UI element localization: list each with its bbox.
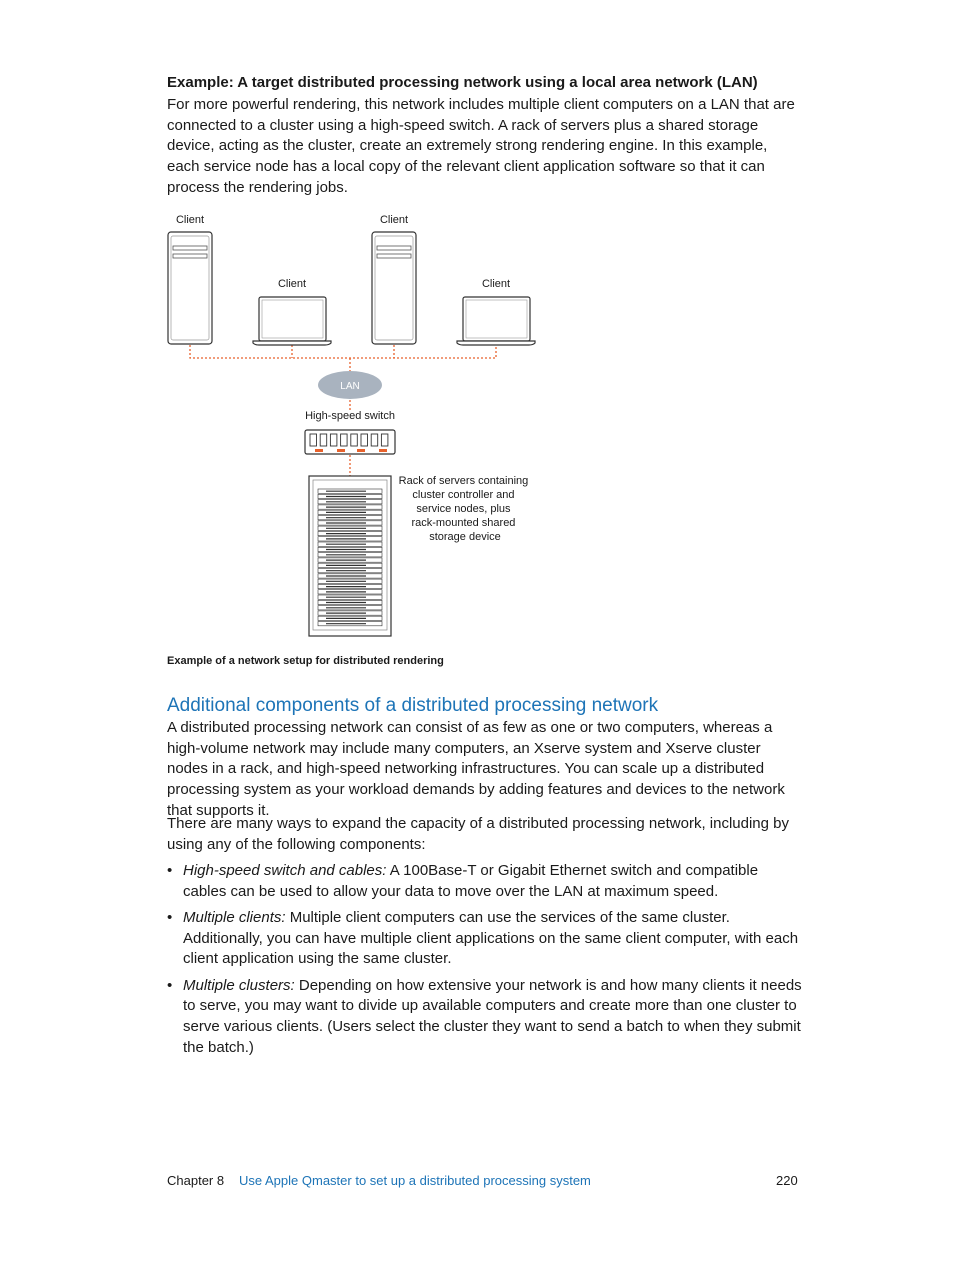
lan-label: LAN <box>340 381 360 392</box>
client-label-1: Client <box>175 214 205 226</box>
client-label-3: Client <box>379 214 409 226</box>
example-heading: Example: A target distributed processing network using a local area network (LAN) <box>167 74 758 91</box>
high-speed-switch <box>305 430 395 454</box>
network-diagram <box>160 205 550 675</box>
figure-caption: Example of a network setup for distributed rendering <box>167 655 444 667</box>
paragraph-2: There are many ways to expand the capacity of a distributed processing network, including by using any of the following components: <box>167 815 790 853</box>
list-item-text: Multiple client computers can use the services of the same cluster. Additionally, you can have multiple client applications on the same client computer, with each client application using the same cluster. <box>183 908 799 968</box>
client-laptop-1 <box>253 297 331 345</box>
component-list <box>167 861 803 1064</box>
section-title: Additional components of a distributed processing network <box>167 695 659 716</box>
list-item <box>167 908 803 970</box>
client-label-4: Client <box>481 278 511 290</box>
client-tower-2 <box>372 232 416 344</box>
client-laptop-2 <box>457 297 535 345</box>
footer-chapter: Chapter 8 <box>167 1173 225 1188</box>
footer-page-number: 220 <box>776 1173 798 1188</box>
server-rack <box>309 476 391 636</box>
intro-paragraph: For more powerful rendering, this network includes multiple client computers on a LAN that are connected to a cluster using a high-speed switch. A rack of servers plus a shared storage device, acting as the cluster, create an extremely strong rendering engine. In this example, each service node has a local copy of the relevant client application software so that it can process the rendering jobs. <box>167 96 795 196</box>
client-label-2: Client <box>277 278 307 290</box>
paragraph-1: A distributed processing network can consist of as few as one or two computers, whereas a high-volume network may include many computers, an Xserve system and Xserve cluster nodes in a rack, and high-speed networking infrastructures. You can scale up a distributed processing system as your workload demands by adding features and devices to the network that supports it. <box>167 719 785 819</box>
list-item-text: A 100Base-T or Gigabit Ethernet switch and compatible cables can be used to allow your data to move over the LAN at maximum speed. <box>183 862 759 900</box>
list-item <box>167 976 803 1059</box>
rack-description: Rack of servers containing cluster controller and service nodes, plus rack-mounted shared storage device <box>398 475 529 543</box>
list-item-text: Depending on how extensive your network is and how many clients it needs to serve, you may want to divide up available computers and create more than one cluster to serve various clients. (Users select the cluster they want to send a batch to when they submit the batch.) <box>183 976 802 1056</box>
list-item-term: High-speed switch and cables: <box>183 862 387 879</box>
footer-chapter-link[interactable]: Use Apple Qmaster to set up a distributed processing system <box>239 1173 591 1188</box>
bullet-marker: • <box>167 862 173 879</box>
client-tower-1 <box>168 232 212 344</box>
list-item-term: Multiple clients: <box>183 908 286 926</box>
bullet-marker: • <box>167 908 173 926</box>
list-item <box>167 861 803 902</box>
bullet-marker: • <box>167 976 173 994</box>
list-item-term: Multiple clusters: <box>183 976 295 994</box>
switch-label: High-speed switch <box>305 410 395 422</box>
